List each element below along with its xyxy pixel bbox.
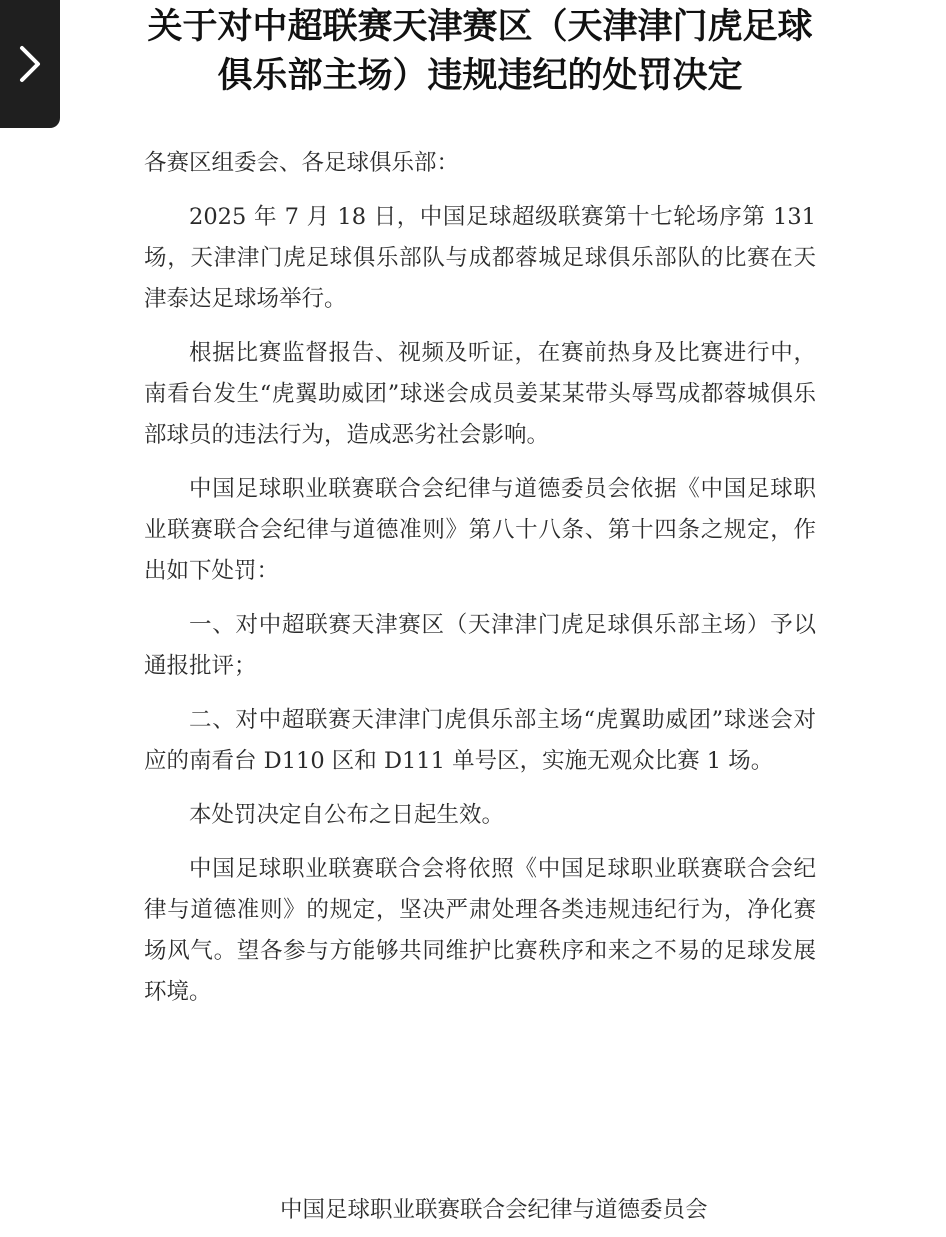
paragraph-closing: 中国足球职业联赛联合会将依照《中国足球职业联赛联合会纪律与道德准则》的规定，坚决严肃处理各类违规违纪行为，净化赛场风气。望各参与方能够共同维护比赛秩序和来之不易的足球发展环境。 bbox=[144, 856, 816, 1005]
paragraph-incident: 根据比赛监督报告、视频及听证，在赛前热身及比赛进行中，南看台发生“虎翼助威团”球迷会成员姜某某带头辱骂成都蓉城俱乐部球员的违法行为，造成恶劣社会影响。 bbox=[144, 340, 816, 448]
paragraph-penalty-2: 二、对中超联赛天津津门虎俱乐部主场“虎翼助威团”球迷会对应的南看台 D110 区和 D111 单号区，实施无观众比赛 1 场。 bbox=[144, 707, 816, 774]
document-title-line-1: 关于对中超联赛天津赛区（天津津门虎足球 bbox=[147, 6, 813, 47]
paragraph-penalty-1: 一、对中超联赛天津赛区（天津津门虎足球俱乐部主场）予以通报批评； bbox=[144, 612, 816, 679]
signature: 中国足球职业联赛联合会纪律与道德委员会 bbox=[280, 1197, 708, 1223]
paragraph-match-info: 2025 年 7 月 18 日，中国足球超级联赛第十七轮场序第 131 场，天津津门虎足球俱乐部队与成都蓉城足球俱乐部队的比赛在天津泰达足球场举行。 bbox=[144, 204, 816, 312]
chevron-right-icon bbox=[17, 44, 43, 84]
document-title-line-2: 俱乐部主场）违规违纪的处罚决定 bbox=[217, 55, 743, 96]
back-nav-button[interactable] bbox=[0, 0, 60, 128]
paragraph-legal-basis: 中国足球职业联赛联合会纪律与道德委员会依据《中国足球职业联赛联合会纪律与道德准则》第八十八条、第十四条之规定，作出如下处罚： bbox=[144, 476, 816, 584]
document-title bbox=[110, 2, 850, 100]
salutation: 各赛区组委会、各足球俱乐部： bbox=[144, 150, 460, 176]
paragraph-effective: 本处罚决定自公布之日起生效。 bbox=[189, 802, 505, 828]
document-body bbox=[144, 143, 816, 1026]
